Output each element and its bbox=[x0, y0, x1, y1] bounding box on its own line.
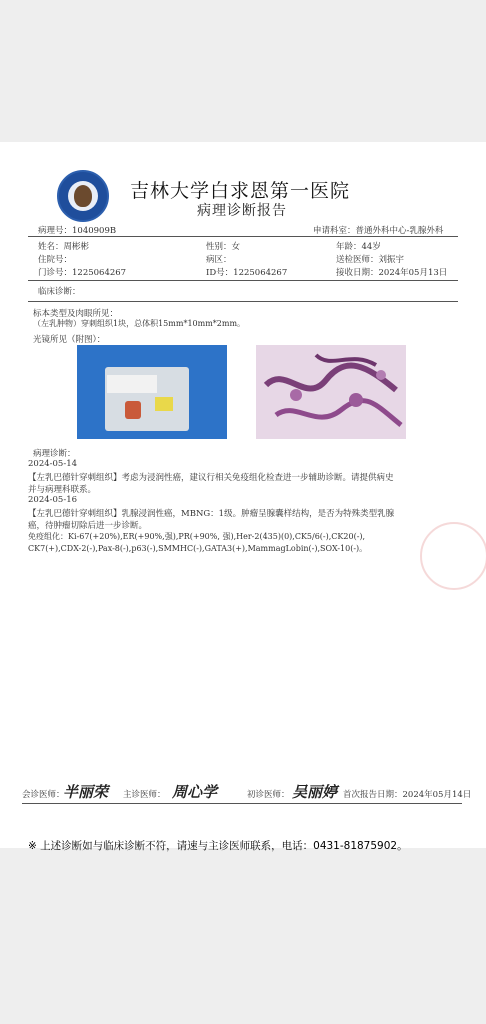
main-doctor-signature: 周心学 bbox=[172, 783, 218, 801]
id-number: ID号：1225064267 bbox=[206, 268, 288, 278]
referring-doctor: 送检医师：刘振宇 bbox=[336, 255, 405, 265]
ward: 病区： bbox=[206, 255, 232, 265]
first-report-date: 首次报告日期：2024年05月14日 bbox=[343, 790, 472, 800]
specimen-photo bbox=[77, 345, 227, 439]
main-doctor-label: 主诊医师： bbox=[123, 790, 166, 800]
gross-label: 标本类型及肉眼所见： bbox=[33, 309, 119, 319]
hospital-stamp bbox=[420, 522, 486, 590]
consult-doctor-label: 会诊医师： bbox=[22, 790, 65, 800]
diagnosis-date-1: 2024-05-14 bbox=[28, 459, 78, 469]
ihc-line-1: 免疫组化：Ki-67(+20%),ER(+90%,强),PR(+90%, 强),Her-2(435)(0),CK5/6(-),CK20(-), bbox=[28, 532, 366, 541]
department: 申请科室：普通外科中心-乳腺外科 bbox=[313, 226, 444, 236]
diagnosis-text-1b: 并与病理科联系。 bbox=[28, 485, 97, 495]
consult-doctor-signature: 半丽荣 bbox=[63, 783, 109, 801]
diagnosis-text-1a: 【左乳巴德针穿刺组织】考虑为浸润性癌，建议行相关免疫组化检查进一步辅助诊断。请提供病史 bbox=[28, 473, 394, 483]
notice-text: ※ 上述诊断如与临床诊断不符，请速与主诊医师联系，电话：0431-81875902。 bbox=[28, 840, 408, 852]
hospital-name: 吉林大学白求恩第一医院 bbox=[130, 180, 351, 202]
hospital-logo bbox=[57, 170, 109, 222]
report-page bbox=[0, 142, 486, 852]
patient-age: 年龄：44岁 bbox=[336, 242, 381, 252]
histology-image bbox=[256, 345, 406, 439]
clinical-divider bbox=[28, 301, 458, 302]
ihc-line-2: CK7(+),CDX-2(-),Pax-8(-),p63(-),SMMHC(-),GATA3(+),MammagLobin(-),SOX-10(-)。 bbox=[28, 544, 368, 553]
pathology-number: 病理号：1040909B bbox=[38, 226, 117, 236]
inpatient-number: 住院号： bbox=[38, 255, 73, 265]
micro-label: 光镜所见（附图）： bbox=[33, 335, 106, 345]
report-title: 病理诊断报告 bbox=[197, 203, 287, 219]
diagnosis-date-2: 2024-05-16 bbox=[28, 495, 78, 505]
header-divider bbox=[28, 236, 458, 237]
patient-name: 姓名：周彬彬 bbox=[38, 242, 90, 252]
received-date: 接收日期：2024年05月13日 bbox=[336, 268, 448, 278]
initial-doctor-signature: 吴丽婷 bbox=[292, 783, 338, 801]
patient-divider bbox=[28, 280, 458, 281]
diagnosis-text-2b: 癌，待肿瘤切除后进一步诊断。 bbox=[28, 521, 148, 531]
clinical-diagnosis-label: 临床诊断： bbox=[38, 287, 81, 297]
diagnosis-label: 病理诊断： bbox=[33, 449, 76, 459]
diagnosis-text-2a: 【左乳巴德针穿刺组织】乳腺浸润性癌，MBNG：1级。肿瘤呈腺囊样结构，是否为特殊类型乳腺 bbox=[28, 509, 395, 519]
clinic-number: 门诊号：1225064267 bbox=[38, 268, 127, 278]
initial-doctor-label: 初诊医师： bbox=[247, 790, 290, 800]
patient-gender: 性别：女 bbox=[206, 242, 241, 252]
footer-divider bbox=[22, 803, 462, 804]
gross-text: （左乳肿物）穿刺组织1块，总体积15mm*10mm*2mm。 bbox=[33, 319, 246, 328]
